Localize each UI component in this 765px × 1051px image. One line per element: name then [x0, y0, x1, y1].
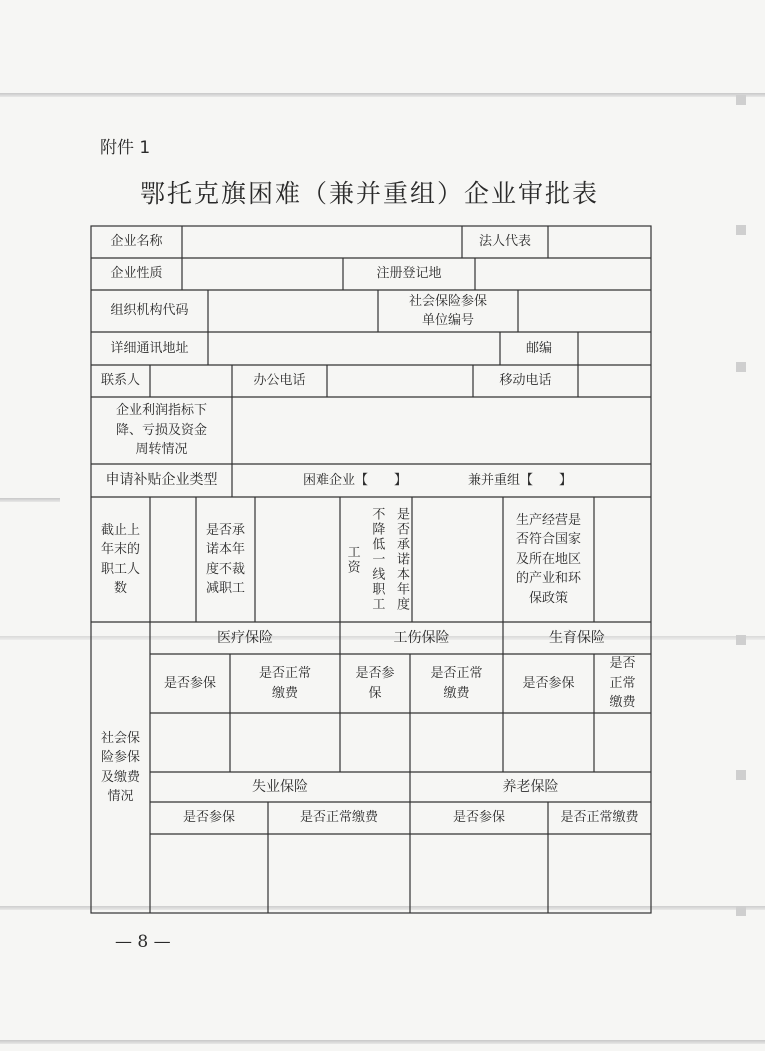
label-legal-rep: 法人代表 — [478, 234, 531, 250]
min-wage-field[interactable] — [412, 497, 503, 622]
org-code-field[interactable] — [208, 290, 378, 332]
label-profit-indicator: 企业利润指标下降、亏损及资金周转情况 — [115, 403, 207, 458]
header-medical: 医疗保险 — [217, 629, 273, 646]
label-social-insurance: 社会保险参保及缴费情况 — [100, 730, 140, 804]
registration-place-field[interactable] — [475, 258, 651, 290]
pension-enrolled-label: 是否参保 — [452, 810, 505, 826]
maternity-paid-field[interactable] — [594, 713, 651, 772]
label-min-wage: 是否承诺本年度不降低一线职工工资 — [344, 507, 410, 612]
unemployment-enrolled-field[interactable] — [150, 834, 268, 913]
staff-count-field[interactable] — [150, 497, 196, 622]
policy-compliance-field[interactable] — [594, 497, 651, 622]
merger-option[interactable]: 兼并重组【 】 — [467, 472, 572, 488]
label-mobile: 移动电话 — [499, 373, 552, 389]
label-policy-compliance: 生产经营是否符合国家及所在地区的产业和环保政策 — [515, 512, 581, 606]
label-staff-count: 截止上年末的职工人数 — [100, 522, 140, 596]
office-phone-field[interactable] — [327, 365, 473, 397]
label-registration-place: 注册登记地 — [376, 266, 442, 282]
label-address: 详细通讯地址 — [110, 340, 189, 356]
pension-paid-field[interactable] — [548, 834, 651, 913]
header-unemployment: 失业保险 — [252, 778, 308, 795]
pension-enrolled-field[interactable] — [410, 834, 548, 913]
label-company-nature: 企业性质 — [110, 266, 163, 282]
postcode-field[interactable] — [578, 332, 651, 365]
header-pension: 养老保险 — [502, 778, 559, 795]
medical-paid-field[interactable] — [230, 713, 340, 772]
maternity-paid-label: 是否正常缴费 — [609, 656, 636, 711]
label-no-layoff: 是否承诺本年度不裁减职工 — [205, 522, 245, 596]
header-injury: 工伤保险 — [393, 629, 450, 646]
label-org-code: 组织机构代码 — [110, 303, 189, 319]
label-contact: 联系人 — [100, 373, 140, 389]
injury-enrolled-field[interactable] — [340, 713, 410, 772]
legal-rep-field[interactable] — [548, 226, 651, 258]
mobile-field[interactable] — [578, 365, 651, 397]
medical-enrolled-field[interactable] — [150, 713, 230, 772]
injury-paid-label: 是否正常缴费 — [430, 666, 483, 701]
social-security-no-field[interactable] — [518, 290, 651, 332]
unemployment-paid-field[interactable] — [268, 834, 410, 913]
injury-enrolled-label: 是否参保 — [355, 666, 395, 701]
difficult-enterprise-option[interactable]: 困难企业【 】 — [302, 472, 407, 488]
unemployment-enrolled-label: 是否参保 — [182, 810, 235, 826]
injury-paid-field[interactable] — [410, 713, 503, 772]
medical-paid-label: 是否正常缴费 — [258, 666, 311, 701]
page-number: — 8 — — [115, 932, 171, 952]
label-postcode: 邮编 — [525, 340, 552, 356]
label-social-security-no: 社会保险参保单位编号 — [408, 293, 487, 328]
pension-paid-label: 是否正常缴费 — [560, 810, 639, 826]
address-field[interactable] — [208, 332, 500, 365]
no-layoff-field[interactable] — [255, 497, 340, 622]
medical-enrolled-label: 是否参保 — [163, 675, 216, 691]
attachment-label: 附件 1 — [100, 138, 151, 158]
profit-indicator-field[interactable] — [232, 397, 651, 464]
label-company-name: 企业名称 — [110, 234, 163, 250]
company-nature-field[interactable] — [182, 258, 343, 290]
label-subsidy-type: 申请补贴企业类型 — [105, 472, 218, 488]
maternity-enrolled-field[interactable] — [503, 713, 594, 772]
form-title: 鄂托克旗困难（兼并重组）企业审批表 — [140, 179, 600, 208]
label-office-phone: 办公电话 — [253, 373, 306, 389]
unemployment-paid-label: 是否正常缴费 — [299, 810, 378, 826]
contact-field[interactable] — [150, 365, 232, 397]
maternity-enrolled-label: 是否参保 — [522, 675, 575, 691]
header-maternity: 生育保险 — [549, 629, 605, 646]
company-name-field[interactable] — [182, 226, 462, 258]
